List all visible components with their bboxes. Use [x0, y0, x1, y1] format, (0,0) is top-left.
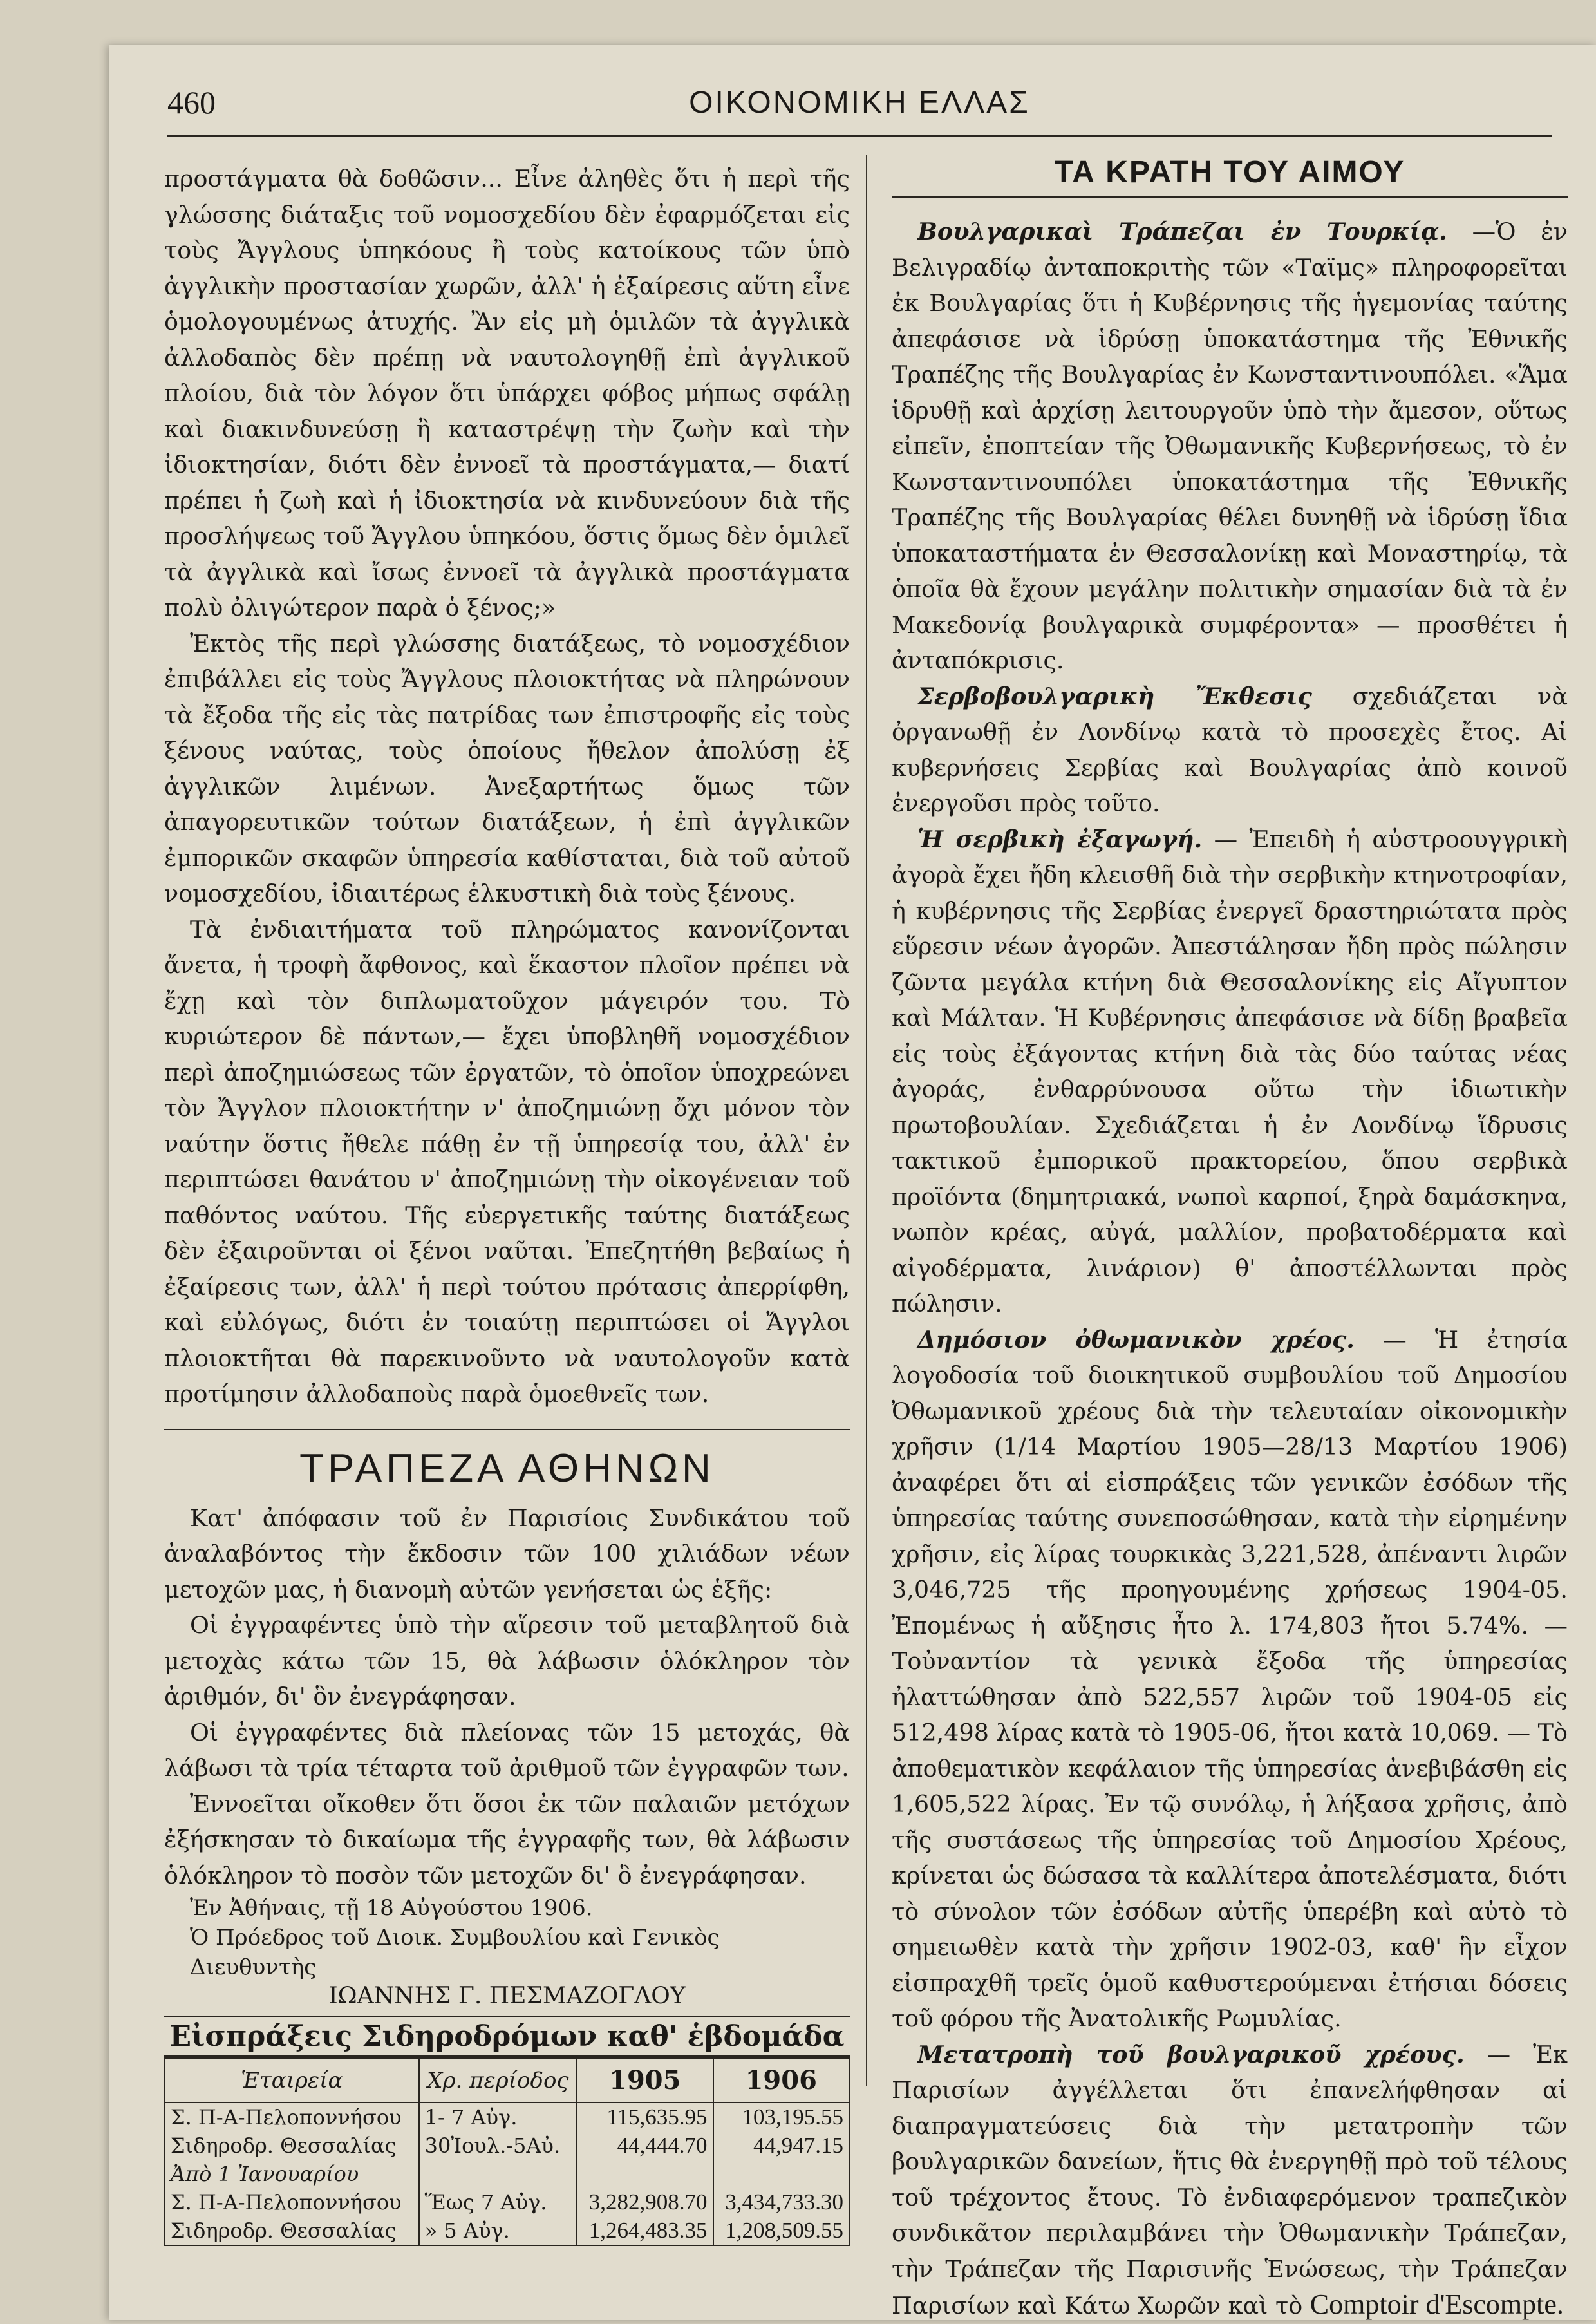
period-cell [419, 2160, 577, 2188]
column-header-company: Ἑταιρεία [165, 2058, 419, 2102]
news-item [892, 679, 1568, 822]
column-divider [866, 155, 867, 2086]
company-cell: Σ. Π-Α-Πελοποννήσου [165, 2102, 419, 2131]
period-cell: 30Ἰουλ.-5Αὐ. [419, 2131, 577, 2160]
newspaper-page [109, 45, 1596, 2320]
news-item-text: — Ἡ ἐτησία λογοδοσία τοῦ διοικητικοῦ συμβουλίου τοῦ Δημοσίου Ὀθωμανικοῦ χρέους διὰ τὴν τελευταίαν οἰκονομικὴν χρῆσιν (1/14 Μαρτίου 1905—28/13 Μαρτίου 1906) ἀναφέρει ὅτι αἱ εἰσπράξεις τῶν γενικῶν ἐσόδων τῆς ὑπηρεσίας ταύτης συνεποσώθησαν, κατὰ τὴν εἰρημένην χρῆσιν, εἰς λίρας τουρκικὰς 3,221,528, ἀπέναντι λιρῶν 3,046,725 τῆς προηγουμένης χρήσεως 1904-05. Ἐπομένως ἡ αὔξησις ἦτο λ. 174,803 ἤτοι 5.74%. — Τοὐναντίον τὰ γενικὰ ἔξοδα τῆς ὑπηρεσίας ἠλαττώθησαν ἀπὸ 522,557 λιρῶν τοῦ 1904-05 εἰς 512,498 λίρας κατὰ τὸ 1905-06, ἤτοι κατὰ 10,069. — Τὸ ἀποθεματικὸν κεφάλαιον τῆς ὑπηρεσίας ἀνεβιβάσθη εἰς 1,605,522 λίρας. Ἐν τῷ συνόλῳ, ἡ λήξασα χρῆσις, ἀπὸ τῆς συστάσεως τῆς ὑπηρεσίας τοῦ Δημοσίου Χρέους, κρίνεται ὡς δώσασα τὰ καλλίτερα ἀποτελέσματα, διότι τὸ σύνολον τῶν ἐσόδων αὐτῆς ὑπερέβη καὶ αὐτὸ τὸ σημειωθὲν κατὰ τὴν χρῆσιν 1902-03, καθ' ἣν εἶχον εἰσπραχθῆ τρεῖς ὁμοῦ καθυστερούμεναι ἐτήσιαι δόσεις τοῦ φόρου τῆς Ἀνατολικῆς Ρωμυλίας. [892, 1325, 1568, 2032]
page-header [167, 71, 1552, 129]
value-1905-cell: 1,264,483.35 [577, 2216, 713, 2245]
table-row [165, 2102, 849, 2131]
table-header-row [165, 2058, 849, 2102]
table-row [165, 2216, 849, 2245]
value-1906-cell: 44,947.15 [713, 2131, 849, 2160]
period-cell: 1- 7 Αὐγ. [419, 2102, 577, 2131]
value-1906-cell: 103,195.55 [713, 2102, 849, 2131]
signature-date: Ἐν Ἀθήναις, τῇ 18 Αὐγούστου 1906. [190, 1895, 593, 1921]
news-item-lead: Βουλγαρικαὶ Τράπεζαι ἐν Τουρκίᾳ. [917, 218, 1447, 245]
period-cell: » 5 Αὐγ. [419, 2216, 577, 2245]
bank-paragraph: Κατ' ἀπόφασιν τοῦ ἐν Παρισίοις Συνδικάτου τοῦ ἀναλαβόντος τὴν ἔκδοσιν τῶν 100 χιλιάδων νέων μετοχῶν μας, ἡ διανομὴ αὐτῶν γενήσεται ὡς ἑξῆς: [164, 1504, 850, 1603]
value-1906-cell: 1,208,509.55 [713, 2216, 849, 2245]
page-number: 460 [167, 84, 216, 120]
signature-name: ΙΩΑΝΝΗΣ Γ. ΠΕΣΜΑΖΟΓΛΟΥ [328, 1983, 686, 2009]
column-header-period: Χρ. περίοδος [419, 2058, 577, 2102]
company-cell: Σιδηροδρ. Θεσσαλίας [165, 2131, 419, 2160]
subheading-cell: Ἀπὸ 1 Ἰανουαρίου [165, 2160, 419, 2188]
article-paragraph: Τὰ ἐνδιαιτήματα τοῦ πληρώματος κανονίζονται ἄνετα, ἡ τροφὴ ἄφθονος, καὶ ἕκαστον πλοῖον πρέπει νὰ ἔχῃ καὶ τὸν διπλωματοῦχον μάγειρόν του. Τὸ κυριώτερον δὲ πάντων,— ἔχει ὑποβληθῆ νομοσχέδιον περὶ ἀποζημιώσεως τῶν ἐργατῶν, τὸ ὁποῖον ὑποχρεώνει τὸν Ἄγγλον πλοιοκτήτην ν' ἀποζημιώνῃ ὄχι μόνον τὸν ναύτην ὅστις ἤθελε πάθῃ ἐν τῇ ὑπηρεσίᾳ του, ἀλλ' ἐν περιπτώσει θανάτου ν' ἀποζημιώνῃ τὴν οἰκογένειαν τοῦ παθόντος ναύτου. Τῆς εὐεργετικῆς ταύτης διατάξεως δὲν ἐξαιροῦνται οἱ ξένοι ναῦται. Ἐπεζητήθη βεβαίως ἡ ἐξαίρεσις των, ἀλλ' ἡ περὶ τούτου πρότασις ἀπερρίφθη, καὶ εὐλόγως, διότι ἐν τοιαύτῃ περιπτώσει οἱ Ἄγγλοι πλοιοκτῆται θὰ παρεκινοῦντο νὰ ναυτολογοῦν κατὰ προτίμησιν ἀλλοδαποὺς παρὰ ὁμοεθνεῖς των. [164, 915, 850, 1408]
article-paragraph: προστάγματα θὰ δοθῶσιν... Εἶνε ἀληθὲς ὅτι ἡ περὶ τῆς γλώσσης διάταξις τοῦ νομοσχεδίου δὲν ἐφαρμόζεται εἰς τοὺς Ἄγγλους ὑπηκόους ἢ τοὺς κατοίκους τῶν ὑπὸ ἀγγλικὴν προστασίαν χωρῶν, ἀλλ' ἡ ἐξαίρεσις αὕτη εἶνε ὁμολογουμένως ἀτυχής. Ἂν εἰς μὴ ὁμιλῶν τὰ ἀγγλικὰ ἀλλοδαπὸς δὲν πρέπῃ νὰ ναυτολογηθῇ ἐπὶ ἀγγλικοῦ πλοίου, διὰ τὸν λόγον ὅτι ὑπάρχει φόβος μήπως σφάλῃ καὶ διακινδυνεύσῃ ἢ καταστρέψῃ τὴν ζωὴν καὶ τὴν ἰδιοκτησίαν, διότι δὲν ἐννοεῖ τὰ προστάγματα,— διατί πρέπει ἡ ζωὴ καὶ ἡ ἰδιοκτησία νὰ κινδυνεύουν διὰ τῆς προσλήψεως τοῦ Ἄγγλου ὑπηκόου, ὅστις ὅμως δὲν ὁμιλεῖ τὰ ἀγγλικὰ καὶ ἴσως ἐννοεῖ τὰ ἀγγλικὰ προστάγματα πολὺ ὀλιγώτερον παρὰ ὁ ξένος;» [164, 165, 850, 621]
bank-paragraph: Οἱ ἐγγραφέντες διὰ πλείονας τῶν 15 μετοχάς, θὰ λάβωσι τὰ τρία τέταρτα τοῦ ἀριθμοῦ τῶν ἐγγραφῶν των. [164, 1718, 850, 1782]
value-1905-cell: 115,635.95 [577, 2102, 713, 2131]
value-1905-cell: 3,282,908.70 [577, 2188, 713, 2216]
railway-receipts-title: Εἰσπράξεις Σιδηροδρόμων καθ' ἑβδομάδα [164, 2016, 850, 2057]
period-cell: Ἕως 7 Αὐγ. [419, 2188, 577, 2216]
news-item-text: —Ὁ ἐν Βελιγραδίῳ ἀνταποκριτὴς τῶν «Ταϊμς» πληροφορεῖται ἐκ Βουλγαρίας ὅτι ἡ Κυβέρνησις τῆς ἡγεμονίας ταύτης ἀπεφάσισε νὰ ἱδρύσῃ ὑποκατάστημα τῆς Ἐθνικῆς Τραπέζης τῆς Βουλγαρίας ἐν Κωνσταντινουπόλει. «Ἅμα ἱδρυθῇ καὶ ἀρχίσῃ λειτουργοῦν ὑπὸ τὴν ἄμεσον, οὕτως εἰπεῖν, ἐποπτείαν τῆς Ὀθωμανικῆς Κυβερνήσεως, τὸ ἐν Κωνσταντινουπόλει ὑποκατάστημα τῆς Ἐθνικῆς Τραπέζης τῆς Βουλγαρίας θέλει δυνηθῇ νὰ ἱδρύσῃ ἴδια ὑποκαταστήματα ἐν Θεσσαλονίκῃ καὶ Μοναστηρίῳ, τὰ ὁποῖα θὰ ἔχουν μεγάλην πολιτικὴν σημασίαν διὰ τὰ ἐν Μακεδονίᾳ βουλγαρικὰ συμφέροντα» — προσθέτει ἡ ἀνταπόκρισις. [892, 218, 1568, 674]
bank-heading: ΤΡΑΠΕΖΑ ΑΘΗΝΩΝ [164, 1429, 850, 1491]
section-heading: ΤΑ ΚΡΑΤΗ ΤΟΥ ΑΙΜΟΥ [892, 155, 1568, 198]
news-item-text: — Ἐκ Παρισίων ἀγγέλλεται ὅτι ἐπανελήφθησαν αἱ διαπραγματεύσεις διὰ τὴν μετατροπὴν τῶν βουλγαρικῶν δανείων, ἥτις θὰ ἐνεργηθῇ πρὸ τοῦ τέλους τοῦ τρέχοντος ἔτους. Τὸ ἐνδιαφερόμενον τραπεζικὸν συνδικᾶτον περιλαμβάνει τὴν Ὀθωμανικὴν Τράπεζαν, τὴν Τράπεζαν τῆς Παρισινῆς Ἑνώσεως, τὴν Τράπεζαν Παρισίων καὶ Κάτω Χωρῶν καὶ τὸ [892, 2040, 1568, 2319]
article-paragraph: Ἐκτὸς τῆς περὶ γλώσσης διατάξεως, τὸ νομοσχέδιον ἐπιβάλλει εἰς τοὺς Ἄγγλους πλοιοκτήτας νὰ πληρώνουν τὰ ἔξοδα τῆς εἰς τὰς πατρίδας των ἐπιστροφῆς εἰς τοὺς ξένους ναύτας, τοὺς ὁποίους ἤθελον ἀπολύσῃ ἐξ ἀγγλικῶν λιμένων. Ἀνεξαρτήτως ὅμως τῶν ἀπαγορευτικῶν τούτων διατάξεων, ἡ ἐπὶ ἀγγλικῶν ἐμπορικῶν σκαφῶν ὑπηρεσία καθίσταται, διὰ τοῦ αὐτοῦ νομοσχεδίου, ἰδιαιτέρως ἑλκυστικὴ διὰ τοὺς ξένους. [164, 629, 850, 907]
news-item-text: — Ἐπειδὴ ἡ αὐστροουγγρικὴ ἀγορὰ ἔχει ἤδη κλεισθῆ διὰ τὴν σερβικὴν κτηνοτροφίαν, ἡ κυβέρνησις τῆς Σερβίας ἐνεργεῖ δραστηριώτατα πρὸς εὕρεσιν νέων ἀγορῶν. Ἀπεστάλησαν ἤδη πρὸς πώλησιν ζῶντα μεγάλα κτήνη διὰ Θεσσαλονίκης εἰς Αἴγυπτον καὶ Μάλταν. Ἡ Κυβέρνησις ἀπεφάσισε νὰ δίδῃ βραβεῖα εἰς τοὺς ἐξάγοντας κτήνη διὰ τὰς δύο ταύτας νέας ἀγοράς, ἐνθαρρύνουσα οὕτω τὴν ἰδιωτικὴν πρωτοβουλίαν. Σχεδιάζεται ἡ ἐν Λονδίνῳ ἵδρυσις τακτικοῦ ἐμπορικοῦ πρακτορείου, ὅπου σερβικὰ προϊόντα (δημητριακά, νωποὶ καρποί, ξηρὰ δαμάσκηνα, νωπὸν κρέας, αὐγά, μαλλίον, προβατοδέρματα καὶ αἰγοδέρματα, λινάριον) θ' ἀποστέλλωνται πρὸς πώλησιν. [892, 825, 1568, 1318]
value-1906-cell: 3,434,733.30 [713, 2188, 849, 2216]
right-column [892, 155, 1568, 2324]
value-1905-cell: 44,444.70 [577, 2131, 713, 2160]
running-title: ΟΙΚΟΝΟΜΙΚΗ ΕΛΛΑΣ [689, 86, 1030, 120]
news-item-lead: Μετατροπὴ τοῦ βουλγαρικοῦ χρέους. [917, 2040, 1465, 2068]
table-row [165, 2131, 849, 2160]
news-item [892, 214, 1568, 679]
news-item-text: σχεδιάζεται νὰ ὀργανωθῇ ἐν Λονδίνῳ κατὰ τὸ προσεχὲς ἔτος. Αἱ κυβερνήσεις Σερβίας καὶ Βουλγαρίας ἀπὸ κοινοῦ ἐνεργοῦσι πρὸς τοῦτο. [892, 682, 1568, 817]
news-item [892, 1322, 1568, 2037]
value-1905-cell [577, 2160, 713, 2188]
left-column [164, 161, 850, 2246]
table-row [165, 2188, 849, 2216]
signature-role: Ὁ Πρόεδρος τοῦ Διοικ. Συμβουλίου καὶ Γενικὸς Διευθυντὴς [190, 1925, 720, 1980]
header-rule [167, 135, 1552, 137]
news-item-lead: Ἡ σερβικὴ ἐξαγωγή. [917, 825, 1203, 853]
railway-receipts-table [164, 2057, 850, 2246]
table-row [165, 2160, 849, 2188]
company-cell: Σιδηροδρ. Θεσσαλίας [165, 2216, 419, 2245]
news-item-lead: Δημόσιον ὀθωμανικὸν χρέος. [917, 1325, 1355, 1354]
column-header-1906: 1906 [713, 2058, 849, 2102]
news-item [892, 2037, 1568, 2324]
column-header-1905: 1905 [577, 2058, 713, 2102]
company-cell: Σ. Π-Α-Πελοποννήσου [165, 2188, 419, 2216]
news-item [892, 822, 1568, 1322]
news-item-lead: Σερβοβουλγαρικὴ Ἔκθεσις [917, 682, 1312, 710]
news-item-latin-tail: Comptoir d'Escompte. [1310, 2289, 1564, 2320]
value-1906-cell [713, 2160, 849, 2188]
bank-paragraph: Οἱ ἐγγραφέντες ὑπὸ τὴν αἵρεσιν τοῦ μεταβλητοῦ διὰ μετοχὰς κάτω τῶν 15, θὰ λάβωσιν ὁλόκληρον τὸν ἀριθμόν, δι' ὃν ἐνεγράφησαν. [164, 1611, 850, 1710]
bank-paragraph: Ἐννοεῖται οἴκοθεν ὅτι ὅσοι ἐκ τῶν παλαιῶν μετόχων ἐξήσκησαν τὸ δικαίωμα τῆς ἐγγραφῆς των, θὰ λάβωσιν ὁλόκληρον τὸ ποσὸν τῶν μετοχῶν δι' ὃ ἐνεγράφησαν. [164, 1790, 850, 1889]
